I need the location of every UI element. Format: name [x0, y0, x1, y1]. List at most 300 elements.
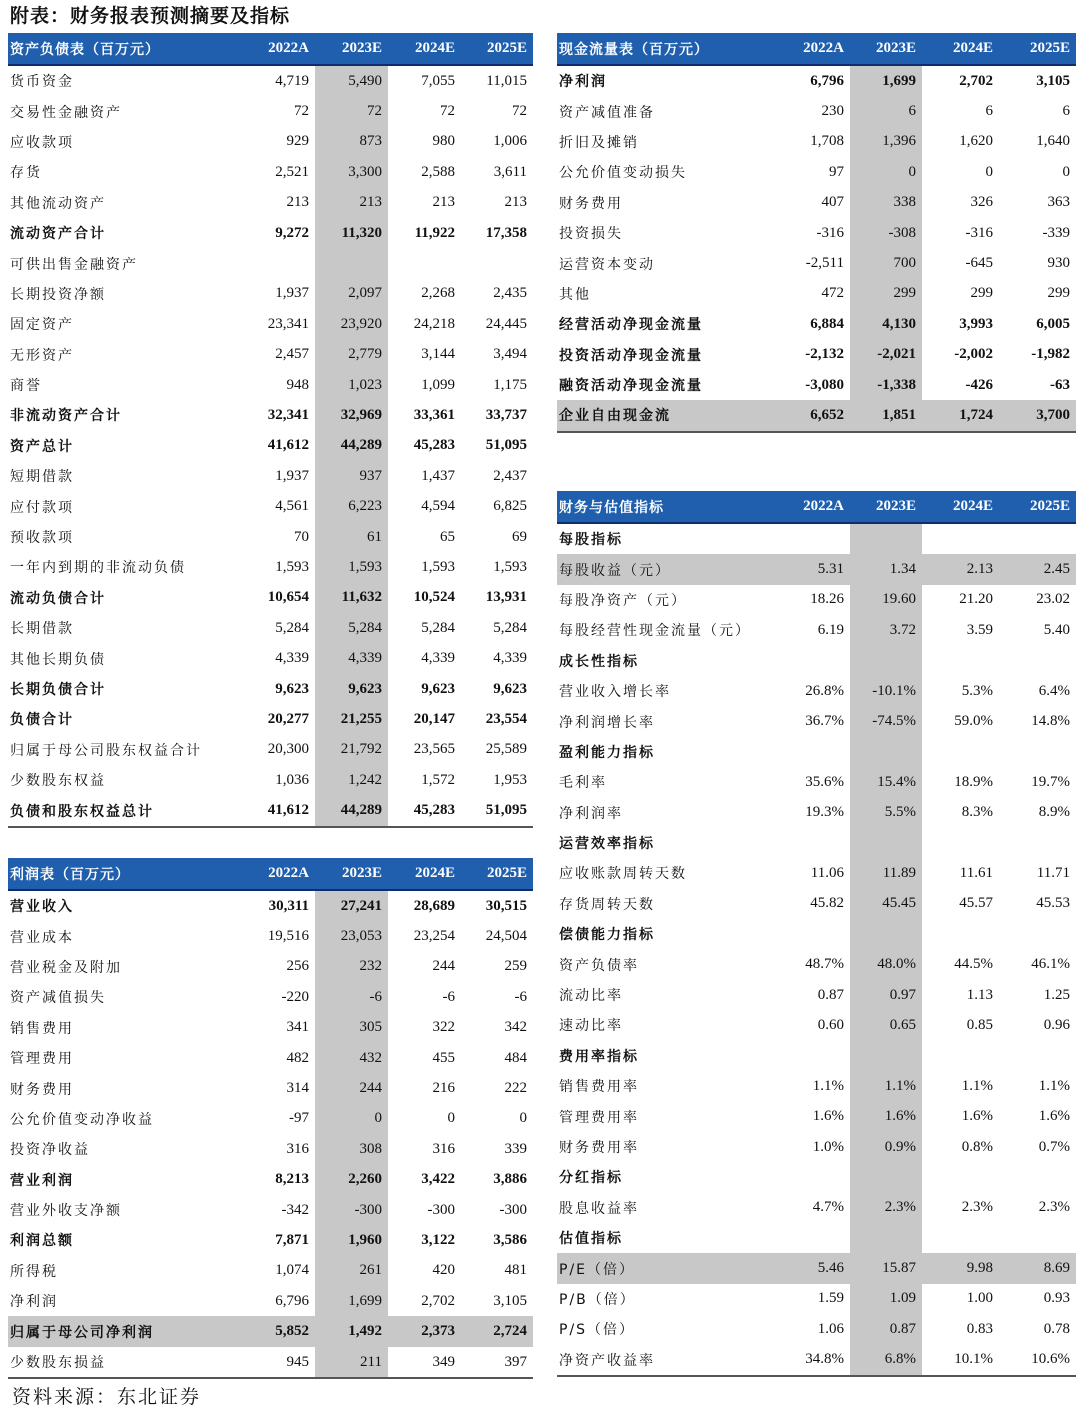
table-row	[8, 400, 533, 430]
value-cell: 484	[504, 1049, 527, 1066]
row-label: 净利润	[10, 1294, 58, 1311]
table-row	[8, 552, 533, 582]
value-cell: 23,254	[413, 928, 455, 945]
value-cell: 5,284	[275, 619, 309, 636]
year-header: 2023E	[850, 491, 922, 523]
table-row	[557, 889, 1076, 919]
value-cell: 1,006	[493, 133, 527, 150]
value-cell: 44.5%	[954, 956, 993, 973]
value-cell: 23,053	[315, 921, 388, 951]
value-cell: -2,511	[805, 255, 844, 272]
value-cell: 0.93	[1043, 1290, 1070, 1307]
value-cell: -97	[289, 1110, 309, 1127]
row-label: 速动比率	[559, 1018, 623, 1035]
table-row	[8, 613, 533, 643]
table-row	[8, 1134, 533, 1164]
row-label: 应收账款周转天数	[559, 866, 687, 883]
row-label: 财务费用	[10, 1081, 74, 1098]
value-cell: 3,993	[959, 315, 993, 332]
table-row	[8, 735, 533, 765]
value-cell: -342	[281, 1201, 309, 1218]
section-label: 成长性指标	[559, 653, 639, 670]
value-cell: 3,611	[493, 163, 527, 180]
row-label: 营业利润	[10, 1172, 74, 1189]
value-cell: 316	[432, 1140, 455, 1157]
value-cell: 4,339	[493, 650, 527, 667]
table-title: 现金流量表（百万元）	[557, 33, 778, 65]
row-label: 营业收入	[10, 899, 74, 916]
year-header: 2024E	[388, 858, 461, 890]
row-label: 交易性金融资产	[10, 104, 122, 121]
table-row	[8, 218, 533, 248]
source-note: 资料来源：东北证券	[12, 1386, 202, 1408]
cash-flow-table	[557, 33, 1076, 433]
row-label: 长期负债合计	[10, 682, 106, 698]
value-cell: 244	[432, 958, 455, 975]
row-label: 股息收益率	[559, 1200, 639, 1217]
value-cell: -6	[315, 982, 388, 1012]
value-cell: 72	[315, 96, 388, 126]
value-cell: 5.40	[1043, 621, 1070, 638]
value-cell: 222	[504, 1080, 527, 1097]
row-label: 其他流动资产	[10, 195, 106, 212]
value-cell: 1,708	[810, 133, 844, 150]
section-label: 估值指标	[559, 1231, 623, 1248]
value-cell: -300	[499, 1201, 527, 1218]
value-cell: 69	[512, 528, 527, 545]
value-cell: -426	[965, 376, 993, 393]
row-label: 其他	[559, 286, 591, 303]
value-cell: -10.1%	[850, 676, 922, 706]
table-row	[557, 706, 1076, 736]
section-label: 偿债能力指标	[559, 927, 655, 944]
table-row	[8, 1316, 533, 1346]
value-cell: 299	[970, 285, 993, 302]
table-row	[557, 218, 1076, 248]
value-cell: 1,699	[850, 65, 922, 96]
value-cell: 97	[829, 163, 844, 180]
value-cell: 1.6%	[961, 1108, 993, 1125]
value-cell: 14.8%	[1031, 713, 1070, 730]
table-row	[557, 279, 1076, 309]
table-row	[8, 491, 533, 521]
value-cell: 6,825	[493, 498, 527, 515]
value-cell: 11.61	[959, 864, 993, 881]
value-cell: 1,099	[421, 376, 455, 393]
row-label: 折旧及摊销	[559, 134, 639, 151]
value-cell: 46.1%	[1031, 956, 1070, 973]
table-row	[8, 188, 533, 218]
value-cell: 0.85	[966, 1016, 993, 1033]
value-cell: 34.8%	[778, 1345, 850, 1376]
value-cell: 6,652	[778, 400, 850, 431]
value-cell: 1.00	[966, 1290, 993, 1307]
value-cell: -1,338	[850, 370, 922, 400]
table-row	[8, 795, 533, 826]
row-label: 毛利率	[559, 775, 607, 792]
value-cell: 3,144	[421, 346, 455, 363]
section-row	[557, 919, 1076, 949]
value-cell: 1.09	[850, 1284, 922, 1314]
value-cell: 9,623	[493, 680, 527, 697]
value-cell	[999, 828, 1076, 858]
value-cell: 5,284	[493, 619, 527, 636]
value-cell: 72	[440, 103, 455, 120]
value-cell	[778, 828, 850, 858]
value-cell: 45,283	[413, 437, 455, 454]
row-label: 流动资产合计	[10, 226, 106, 243]
row-label: P/E（倍）	[557, 1253, 778, 1283]
value-cell: -316	[816, 224, 844, 241]
row-label: 可供出售金融资产	[10, 256, 138, 273]
row-label: 公允价值变动损失	[559, 165, 687, 182]
value-cell: -2,002	[954, 346, 993, 363]
value-cell: 51,095	[485, 437, 527, 454]
row-label: 资产负债率	[559, 957, 639, 974]
section-label: 每股指标	[559, 532, 623, 549]
table-row	[8, 461, 533, 491]
value-cell: 36.7%	[805, 713, 844, 730]
year-header: 2022A	[243, 33, 315, 65]
value-cell: 3,700	[999, 400, 1076, 431]
row-label: 财务费用	[559, 195, 623, 212]
value-cell: 48.7%	[805, 956, 844, 973]
value-cell: 2.3%	[961, 1199, 993, 1216]
table-row	[8, 1073, 533, 1103]
table-row	[8, 248, 533, 278]
value-cell: 6.4%	[1038, 682, 1070, 699]
value-cell: -220	[281, 988, 309, 1005]
value-cell: 30,515	[485, 897, 527, 914]
value-cell: 0.97	[850, 980, 922, 1010]
table-header-row	[8, 858, 533, 890]
value-cell: 4,339	[315, 643, 388, 673]
table-row	[557, 615, 1076, 645]
value-cell: 1.06	[817, 1320, 844, 1337]
value-cell	[778, 737, 850, 767]
value-cell: 6,884	[810, 315, 844, 332]
value-cell: 45,283	[388, 795, 461, 826]
row-label: 净利润	[559, 74, 607, 91]
value-cell: 1,036	[275, 771, 309, 788]
year-header: 2023E	[850, 33, 922, 65]
value-cell: 0	[850, 157, 922, 187]
value-cell: 19.60	[850, 585, 922, 615]
value-cell: 1,953	[493, 771, 527, 788]
value-cell: 2,097	[315, 279, 388, 309]
year-header: 2024E	[388, 33, 461, 65]
value-cell: 70	[294, 528, 309, 545]
row-label: 净利润增长率	[559, 714, 655, 731]
value-cell: 4,339	[275, 650, 309, 667]
table-row	[8, 157, 533, 187]
row-label: 其他长期负债	[10, 651, 106, 668]
value-cell: 472	[821, 285, 844, 302]
value-cell: 0.87	[817, 986, 844, 1003]
value-cell: 4,130	[850, 309, 922, 339]
row-label: 营业成本	[10, 929, 74, 946]
row-label: 负债和股东权益总计	[8, 795, 243, 826]
ratios-table	[557, 491, 1076, 1377]
value-cell	[850, 828, 922, 858]
value-cell: 232	[315, 952, 388, 982]
value-cell: 1,937	[275, 467, 309, 484]
value-cell: 19,516	[267, 928, 309, 945]
value-cell	[999, 737, 1076, 767]
value-cell: 6,223	[315, 491, 388, 521]
table-row	[8, 1256, 533, 1286]
value-cell: 8.9%	[1038, 804, 1070, 821]
value-cell: 15.87	[850, 1253, 922, 1283]
table-row	[557, 188, 1076, 218]
value-cell: 1,175	[493, 376, 527, 393]
value-cell: 0	[985, 163, 993, 180]
value-cell: 0.87	[850, 1314, 922, 1344]
value-cell	[850, 523, 922, 554]
row-label: 短期借款	[10, 469, 74, 486]
value-cell: 23,341	[267, 315, 309, 332]
year-header: 2023E	[315, 858, 388, 890]
table-row	[8, 1165, 533, 1195]
row-label: 资产减值损失	[10, 990, 106, 1007]
value-cell: 45.57	[959, 895, 993, 912]
table-row	[8, 279, 533, 309]
value-cell: 937	[315, 461, 388, 491]
row-label: 销售费用率	[559, 1079, 639, 1096]
row-label: 管理费用	[10, 1051, 74, 1068]
table-row	[557, 340, 1076, 370]
value-cell: 3,122	[421, 1231, 455, 1248]
value-cell: 28,689	[413, 897, 455, 914]
value-cell: 216	[432, 1080, 455, 1097]
table-row	[8, 674, 533, 704]
value-cell: 432	[315, 1043, 388, 1073]
value-cell: 5.31	[778, 554, 850, 584]
row-label: 少数股东损益	[8, 1347, 243, 1378]
value-cell	[778, 1041, 850, 1071]
value-cell	[778, 1223, 850, 1253]
value-cell: 5.46	[778, 1253, 850, 1283]
table-row	[557, 949, 1076, 979]
value-cell: 7,871	[275, 1231, 309, 1248]
value-cell: 342	[504, 1019, 527, 1036]
section-row	[557, 1162, 1076, 1192]
value-cell: 873	[315, 127, 388, 157]
value-cell: 45.45	[850, 889, 922, 919]
page-title: 附表：财务报表预测摘要及指标	[10, 5, 291, 27]
row-label: 商誉	[10, 378, 42, 395]
row-label: 负债合计	[10, 712, 74, 729]
value-cell: 945	[243, 1347, 315, 1378]
value-cell: 6	[985, 103, 993, 120]
value-cell: 0.78	[1043, 1320, 1070, 1337]
value-cell: 9,623	[421, 680, 455, 697]
row-label: 非流动资产合计	[10, 408, 122, 425]
value-cell: 341	[286, 1019, 309, 1036]
value-cell: 1.1%	[1038, 1077, 1070, 1094]
row-label: 资产减值准备	[559, 104, 655, 121]
value-cell: 3.72	[850, 615, 922, 645]
value-cell: 1,724	[922, 400, 999, 431]
section-label: 费用率指标	[559, 1048, 639, 1065]
value-cell: 2,702	[421, 1292, 455, 1309]
table-row	[8, 982, 533, 1012]
value-cell: 18.26	[810, 591, 844, 608]
value-cell: 65	[440, 528, 455, 545]
value-cell: 5.3%	[961, 682, 993, 699]
section-row	[557, 523, 1076, 554]
value-cell: 0.96	[1043, 1016, 1070, 1033]
value-cell: 44,289	[315, 431, 388, 461]
value-cell: 1,492	[315, 1316, 388, 1346]
table-row	[8, 431, 533, 461]
table-row	[8, 890, 533, 921]
value-cell: 32,969	[315, 400, 388, 430]
value-cell	[315, 248, 388, 278]
value-cell: 244	[315, 1073, 388, 1103]
value-cell: 4,561	[275, 498, 309, 515]
table-row	[557, 980, 1076, 1010]
value-cell: 482	[286, 1049, 309, 1066]
section-label: 盈利能力指标	[559, 744, 655, 761]
row-label: 公允价值变动净收益	[10, 1111, 154, 1128]
table-row	[557, 1284, 1076, 1314]
value-cell: 1,593	[315, 552, 388, 582]
value-cell: 4,594	[421, 498, 455, 515]
row-label: 投资净收益	[10, 1142, 90, 1159]
value-cell: 21,255	[315, 704, 388, 734]
value-cell: 20,147	[413, 710, 455, 727]
section-label: 运营效率指标	[559, 836, 655, 853]
value-cell: 0.60	[817, 1016, 844, 1033]
row-label: 流动负债合计	[10, 590, 106, 607]
table-row	[557, 1193, 1076, 1223]
value-cell: 420	[432, 1262, 455, 1279]
value-cell: 305	[315, 1013, 388, 1043]
value-cell: 5,852	[243, 1316, 315, 1346]
table-title: 资产负债表（百万元）	[8, 33, 243, 65]
value-cell: 1.6%	[812, 1108, 844, 1125]
row-label: 投资损失	[559, 226, 623, 243]
balance-sheet-table	[8, 33, 533, 828]
value-cell: 2,588	[421, 163, 455, 180]
value-cell: 314	[286, 1080, 309, 1097]
table-row	[8, 1347, 533, 1378]
row-label: 货币资金	[10, 74, 74, 91]
value-cell: 51,095	[461, 795, 533, 826]
value-cell: 23,554	[485, 710, 527, 727]
value-cell: 10.6%	[999, 1345, 1076, 1376]
table-row	[8, 1195, 533, 1225]
row-label: 一年内到期的非流动负债	[10, 560, 186, 577]
year-header: 2025E	[999, 33, 1076, 65]
value-cell: 35.6%	[805, 773, 844, 790]
row-label: 融资活动净现金流量	[559, 378, 703, 395]
value-cell: 230	[821, 103, 844, 120]
value-cell: 61	[315, 522, 388, 552]
table-header-row	[8, 33, 533, 65]
table-row	[557, 1345, 1076, 1376]
table-row	[8, 65, 533, 96]
table-row	[557, 127, 1076, 157]
table-row	[8, 1225, 533, 1255]
value-cell: -6	[514, 988, 527, 1005]
value-cell: 397	[461, 1347, 533, 1378]
year-header: 2025E	[461, 858, 533, 890]
table-row	[557, 858, 1076, 888]
section-row	[557, 1041, 1076, 1071]
value-cell	[922, 828, 999, 858]
section-row	[557, 737, 1076, 767]
value-cell: 299	[1047, 285, 1070, 302]
value-cell: 980	[432, 133, 455, 150]
table-row	[8, 765, 533, 795]
value-cell: 17,358	[485, 224, 527, 241]
value-cell	[850, 919, 922, 949]
value-cell: 1.1%	[961, 1077, 993, 1094]
value-cell: -63	[1050, 376, 1070, 393]
value-cell: 3,586	[493, 1231, 527, 1248]
row-label: 资产总计	[10, 438, 74, 455]
row-label: 流动比率	[559, 988, 623, 1005]
value-cell: 19.3%	[805, 804, 844, 821]
value-cell: 4,339	[421, 650, 455, 667]
table-row	[8, 643, 533, 673]
table-row	[557, 248, 1076, 278]
value-cell: 24,445	[485, 315, 527, 332]
table-header-row	[557, 33, 1076, 65]
value-cell: -6	[442, 988, 455, 1005]
value-cell: 5,284	[315, 613, 388, 643]
value-cell: 20,300	[267, 741, 309, 758]
value-cell: 1,437	[421, 467, 455, 484]
value-cell: 32,341	[267, 406, 309, 423]
value-cell: -1,982	[1031, 346, 1070, 363]
value-cell: 308	[315, 1134, 388, 1164]
row-label: 每股收益（元）	[557, 554, 778, 584]
value-cell: 3,494	[493, 346, 527, 363]
row-label: 财务费用率	[559, 1140, 639, 1156]
value-cell	[999, 1041, 1076, 1071]
value-cell	[850, 1223, 922, 1253]
value-cell: 23,565	[413, 741, 455, 758]
value-cell	[388, 248, 461, 278]
value-cell: 2,521	[275, 163, 309, 180]
value-cell: 0.7%	[1038, 1138, 1070, 1155]
row-label: 净利润率	[559, 805, 623, 822]
value-cell: -308	[850, 218, 922, 248]
value-cell: 15.4%	[850, 767, 922, 797]
value-cell: 41,612	[243, 795, 315, 826]
value-cell	[999, 523, 1076, 554]
row-label: 归属于母公司净利润	[8, 1316, 243, 1346]
value-cell: 3,105	[493, 1292, 527, 1309]
value-cell: 316	[286, 1140, 309, 1157]
value-cell: 41,612	[267, 437, 309, 454]
value-cell: 2,260	[315, 1165, 388, 1195]
value-cell: 930	[1047, 255, 1070, 272]
value-cell: 0	[315, 1104, 388, 1134]
section-row	[557, 1223, 1076, 1253]
year-header: 2023E	[315, 33, 388, 65]
value-cell: 9,623	[315, 674, 388, 704]
table-row	[8, 583, 533, 613]
value-cell: 256	[286, 958, 309, 975]
value-cell: 0.83	[966, 1320, 993, 1337]
value-cell: 24,504	[485, 928, 527, 945]
table-row	[557, 1071, 1076, 1101]
value-cell: 407	[821, 194, 844, 211]
